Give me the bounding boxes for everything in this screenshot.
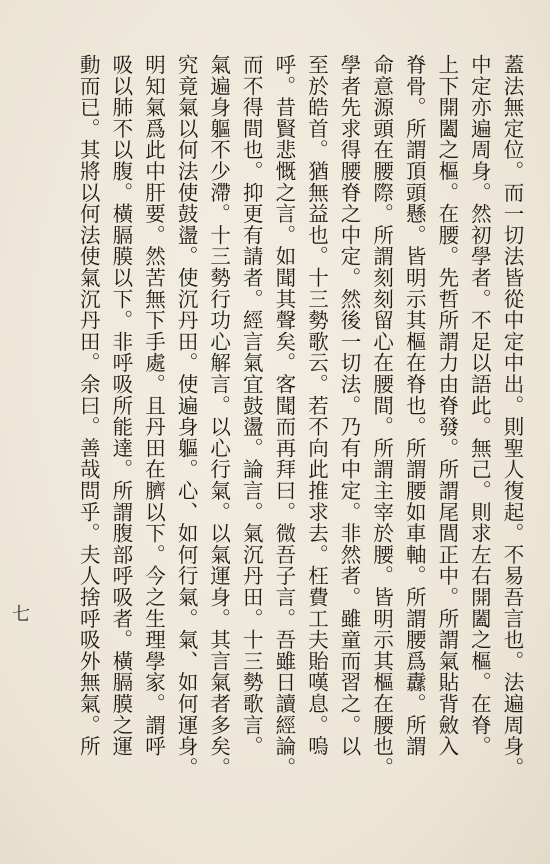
text-column-3: 上下開闔之樞。在腰。先哲所謂力由脊發。所謂尾閭正中。所謂氣貼背斂入	[434, 54, 459, 757]
page-number: 七	[12, 604, 30, 625]
text-column-7: 至於皓首。猶無益也。十三勢歌云。若不向此推求去。枉費工夫貽嘆息。嗚	[304, 54, 329, 757]
text-column-5: 命意源頭在腰際。所謂刻刻留心在腰間。所謂主宰於腰。皆明示其樞在腰也。	[369, 54, 394, 779]
text-column-4: 脊骨。所謂頂頭懸。皆明示其樞在脊也。所謂腰如車軸。所謂腰爲纛。所謂	[402, 54, 427, 757]
text-column-11: 究竟氣以何法使鼓盪。使沉丹田。使遍身軀。心、如何行氣。氣、如何運身。	[174, 54, 199, 779]
text-column-13: 吸以肺不以腹。橫膈膜以下。非呼吸所能達。所謂腹部呼吸者。橫膈膜之運	[108, 54, 133, 757]
text-column-14: 動而已。其將以何法使氣沉丹田。余曰。善哉問乎。夫人捨呼吸外無氣。所	[76, 54, 101, 757]
vertical-text-block	[38, 54, 528, 834]
text-column-6: 學者先求得腰脊之中定。然後一切法。乃有中定。非然者。雖童而習之。以	[337, 54, 362, 757]
text-column-10: 氣遍身軀不少滯。十三勢行功心解言。以心行氣。以氣運身。其言氣者多矣。	[206, 54, 231, 779]
text-column-1: 蓋法無定位。而一切法皆從中定中出。則聖人復起。不易吾言也。法遍周身。	[500, 54, 524, 779]
text-column-2: 中定亦遍周身。然初學者。不足以語此。無己。則求左右開闔之樞。在脊。	[467, 54, 492, 757]
text-column-12: 明知氣爲此中肝要。然苦無下手處。且丹田在臍以下。今之生理學家。謂呼	[141, 54, 166, 757]
text-column-8: 呼。昔賢悲慨之言。如聞其聲矣。客聞而再拜曰。微吾子言。吾雖日讀經論。	[271, 54, 296, 779]
text-column-9: 而不得間也。抑更有請者。經言氣宜鼓盪。論言。氣沉丹田。十三勢歌言。	[239, 54, 264, 757]
